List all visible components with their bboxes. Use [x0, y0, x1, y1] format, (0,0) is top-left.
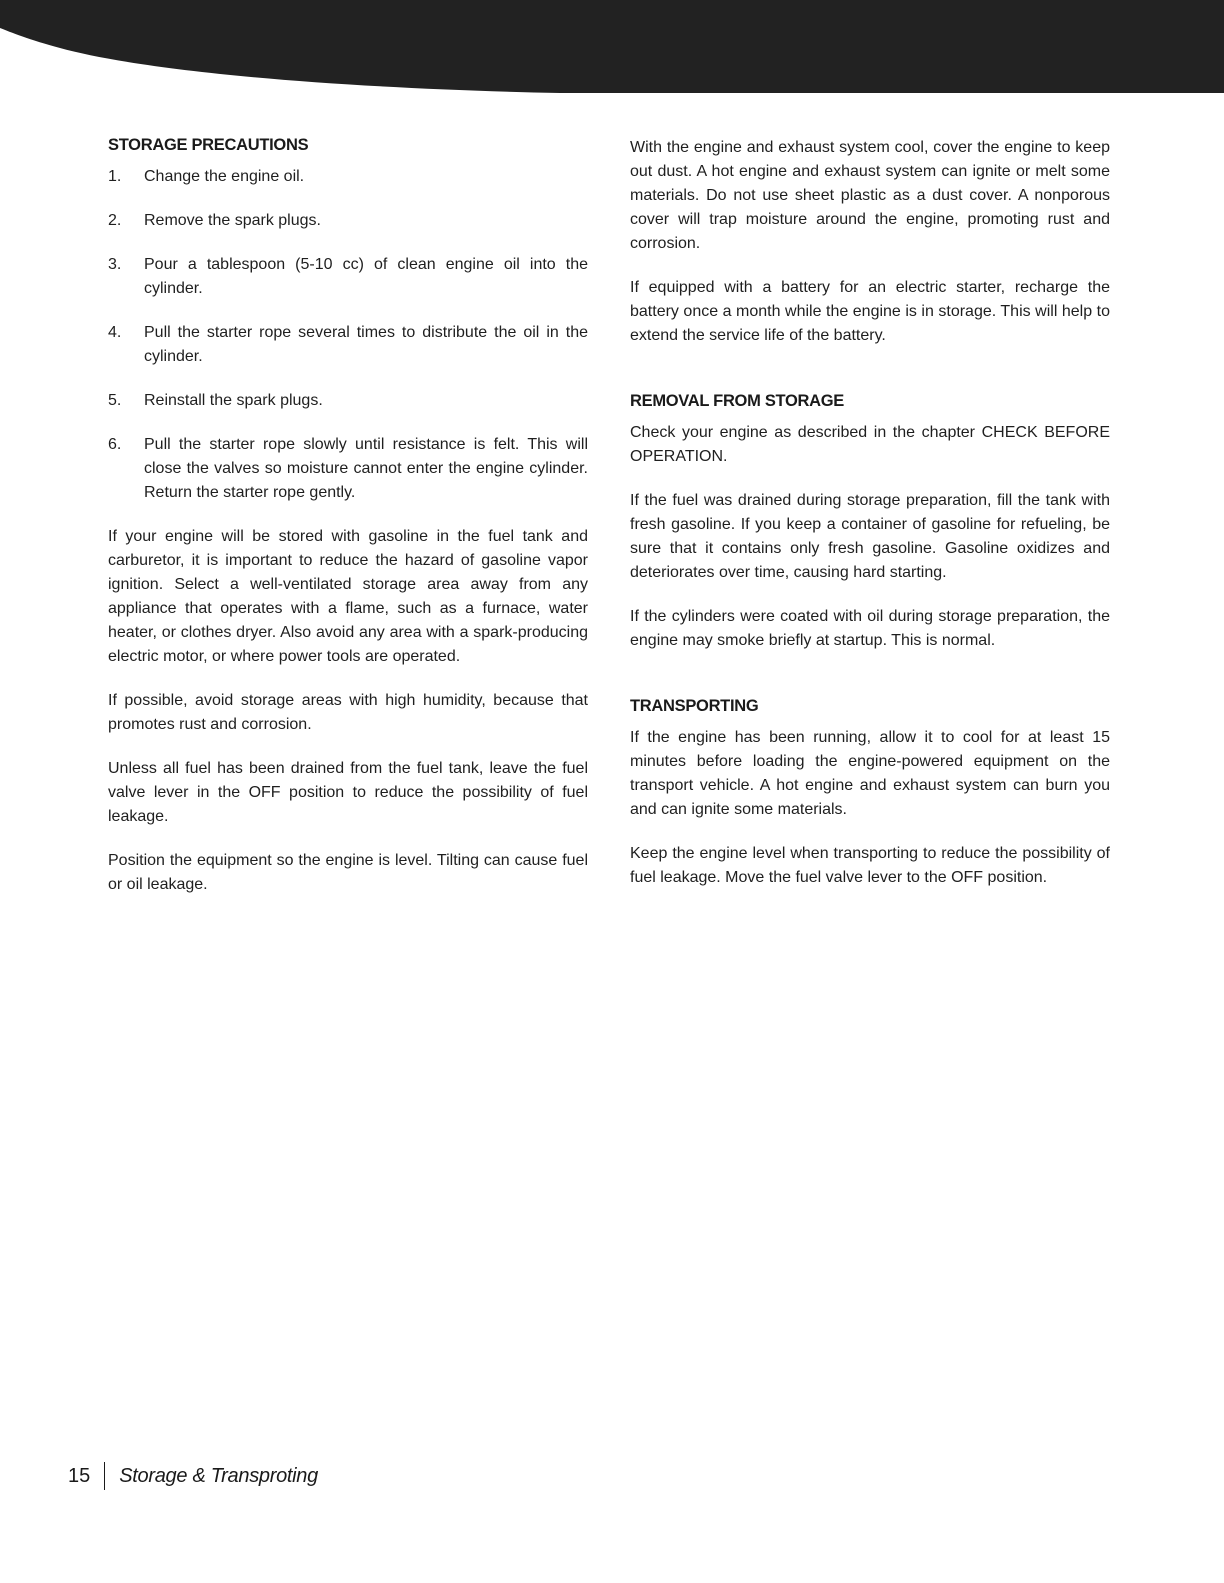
header-swoosh	[0, 0, 1224, 93]
step-text: Reinstall the spark plugs.	[144, 392, 323, 409]
page-footer	[68, 1462, 318, 1490]
gasoline-hazard-paragraph: If your engine will be stored with gasoline in the fuel tank and carburetor, it is important to reduce the hazard of gasoline vapor ignition. Select a well-ventilated storage area away from any appliance that operates with a flame, such as a furnace, water heater, or clothes dryer. Also avoid any area with a spark-producing electric motor, or where power tools are operated.	[108, 528, 588, 665]
fuel-valve-paragraph: Unless all fuel has been drained from the fuel tank, leave the fuel valve lever in the OFF position to reduce the possibility of fuel leakage.	[108, 760, 588, 825]
step-number: 5.	[108, 392, 122, 409]
step-number: 6.	[108, 436, 122, 453]
humidity-paragraph: If possible, avoid storage areas with high humidity, because that promotes rust and corrosion.	[108, 692, 588, 733]
cool-engine-paragraph: If the engine has been running, allow it to cool for at least 15 minutes before loading the engine-powered equipment on the transport vehicle. A hot engine and exhaust system can burn you and can ignite some materials.	[630, 729, 1110, 818]
step-number: 4.	[108, 324, 122, 341]
right-column	[630, 136, 1110, 910]
list-item	[108, 209, 588, 233]
step-text: Change the engine oil.	[144, 168, 305, 185]
check-engine-paragraph: Check your engine as described in the chapter CHECK BEFORE OPERATION.	[630, 424, 1110, 465]
storage-precautions-heading: STORAGE PRECAUTIONS	[108, 136, 309, 154]
step-text: Remove the spark plugs.	[144, 212, 321, 229]
list-item	[108, 389, 588, 413]
step-text: Pour a tablespoon (5-10 cc) of clean engine oil into the cylinder.	[144, 256, 588, 297]
list-item	[108, 165, 588, 189]
step-text: Pull the starter rope several times to distribute the oil in the cylinder.	[144, 324, 588, 365]
list-item	[108, 321, 588, 369]
dust-cover-paragraph: With the engine and exhaust system cool, cover the engine to keep out dust. A hot engine and exhaust system can ignite or melt some materials. Do not use sheet plastic as a dust cover. A nonporous cover will trap moisture around the engine, promoting rust and corrosion.	[630, 139, 1110, 252]
fresh-gasoline-paragraph: If the fuel was drained during storage preparation, fill the tank with fresh gasoline. If you keep a container of gasoline for refueling, be sure that it contains only fresh gasoline. Gasoline oxidizes and deteriorates over time, causing hard starting.	[630, 492, 1110, 581]
level-paragraph: Position the equipment so the engine is level. Tilting can cause fuel or oil leakage.	[108, 852, 588, 893]
list-item	[108, 433, 588, 505]
list-item	[108, 253, 588, 301]
page-number: 15	[68, 1464, 91, 1487]
left-column	[108, 136, 588, 917]
smoke-paragraph: If the cylinders were coated with oil during storage preparation, the engine may smoke briefly at startup. This is normal.	[630, 608, 1110, 649]
keep-level-paragraph: Keep the engine level when transporting to reduce the possibility of fuel leakage. Move the fuel valve lever to the OFF position.	[630, 845, 1110, 886]
step-text: Pull the starter rope slowly until resistance is felt. This will close the valves so moisture cannot enter the engine cylinder. Return the starter rope gently.	[144, 436, 588, 501]
transporting-heading: TRANSPORTING	[630, 697, 759, 715]
step-number: 1.	[108, 168, 122, 185]
step-number: 2.	[108, 212, 122, 229]
footer-section-title: Storage & Transproting	[119, 1464, 318, 1487]
storage-steps-list	[108, 165, 588, 505]
step-number: 3.	[108, 256, 122, 273]
header-band	[0, 0, 1224, 100]
removal-from-storage-heading: REMOVAL FROM STORAGE	[630, 392, 845, 410]
battery-paragraph: If equipped with a battery for an electric starter, recharge the battery once a month while the engine is in storage. This will help to extend the service life of the battery.	[630, 279, 1110, 344]
footer-divider	[104, 1462, 105, 1490]
